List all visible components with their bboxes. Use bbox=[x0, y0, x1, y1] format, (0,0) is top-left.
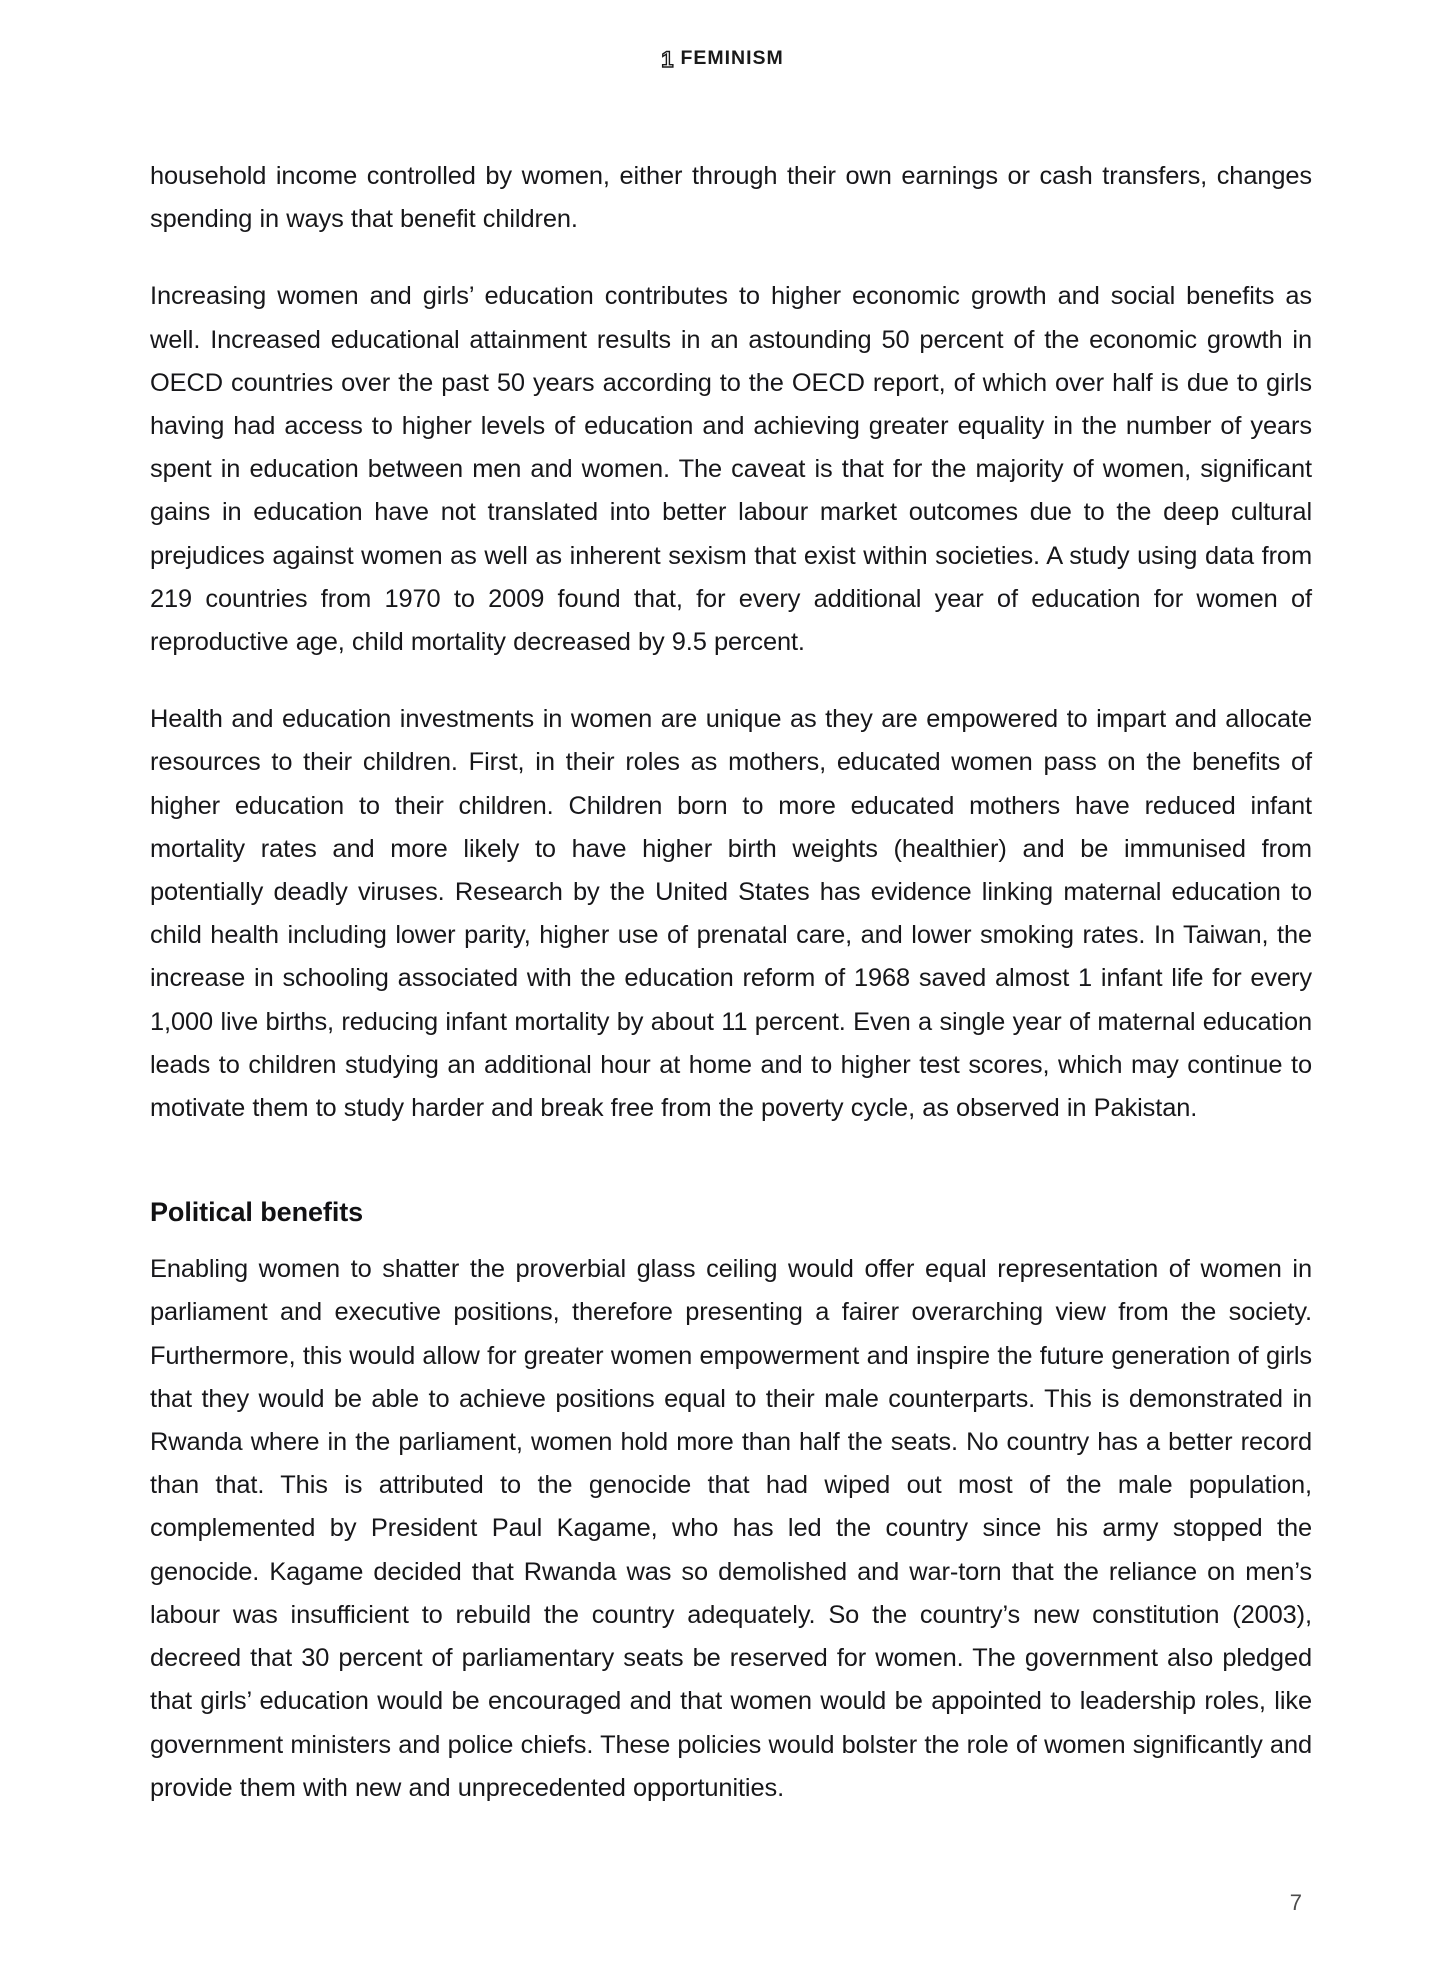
paragraph: Increasing women and girls’ education contributes to higher economic growth and social benefits as well. Increased educational attainment results in an astounding 50 percent of the economic growth in OECD countries over the past 50 years according to the OECD report, of which over half is due to girls having had access to higher levels of education and achieving greater equality in the number of years spent in education between men and women. The caveat is that for the majority of women, significant gains in education have not translated into better labour market outcomes due to the deep cultural prejudices against women as well as inherent sexism that exist within societies. A study using data from 219 countries from 1970 to 2009 found that, for every additional year of education for women of reproductive age, child mortality decreased by 9.5 percent. bbox=[150, 282, 1312, 657]
section-heading-political-benefits: Political benefits bbox=[150, 1197, 364, 1228]
paragraph: Enabling women to shatter the proverbial glass ceiling would offer equal representation of women in parliament and executive positions, therefore presenting a fairer overarching view from the society. Furthermore, this would allow for greater women empowerment and inspire the future generation of girls that they would be able to achieve positions equal to their male counterparts. This is demonstrated in Rwanda where in the parliament, women hold more than half the seats. No country has a better record than that. This is attributed to the genocide that had wiped out most of the male population, complemented by President Paul Kagame, who has led the country since his army stopped the genocide. Kagame decided that Rwanda was so demolished and war-torn that the reliance on men’s labour was insufficient to rebuild the country adequately. So the country’s new constitution (2003), decreed that 30 percent of parliamentary seats be reserved for women. The government also pledged that girls’ education would be encouraged and that women would be appointed to leadership roles, like government ministers and police chiefs. These policies would bolster the role of women significantly and provide them with new and unprecedented opportunities. bbox=[150, 1255, 1312, 1802]
page-body bbox=[150, 155, 1312, 1810]
chapter-number: 1 bbox=[661, 47, 674, 72]
page-number: 7 bbox=[1289, 1890, 1302, 1915]
heading-spacer bbox=[150, 1166, 1312, 1192]
paragraph: Health and education investments in women are unique as they are empowered to impart and allocate resources to their children. First, in their roles as mothers, educated women pass on the benefits of higher education to their children. Children born to more educated mothers have reduced infant mortality rates and more likely to have higher birth weights (healthier) and be immunised from potentially deadly viruses. Research by the United States has evidence linking maternal education to child health including lower parity, higher use of prenatal care, and lower smoking rates. In Taiwan, the increase in schooling associated with the education reform of 1968 saved almost 1 infant life for every 1,000 live births, reducing infant mortality by about 11 percent. Even a single year of maternal education leads to children studying an additional hour at home and to higher test scores, which may continue to motivate them to study harder and break free from the poverty cycle, as observed in Pakistan. bbox=[150, 705, 1312, 1123]
chapter-title: FEMINISM bbox=[680, 47, 784, 70]
paragraph: household income controlled by women, either through their own earnings or cash transfers, changes spending in ways that benefit children. bbox=[150, 162, 1312, 234]
running-header bbox=[0, 48, 1445, 70]
